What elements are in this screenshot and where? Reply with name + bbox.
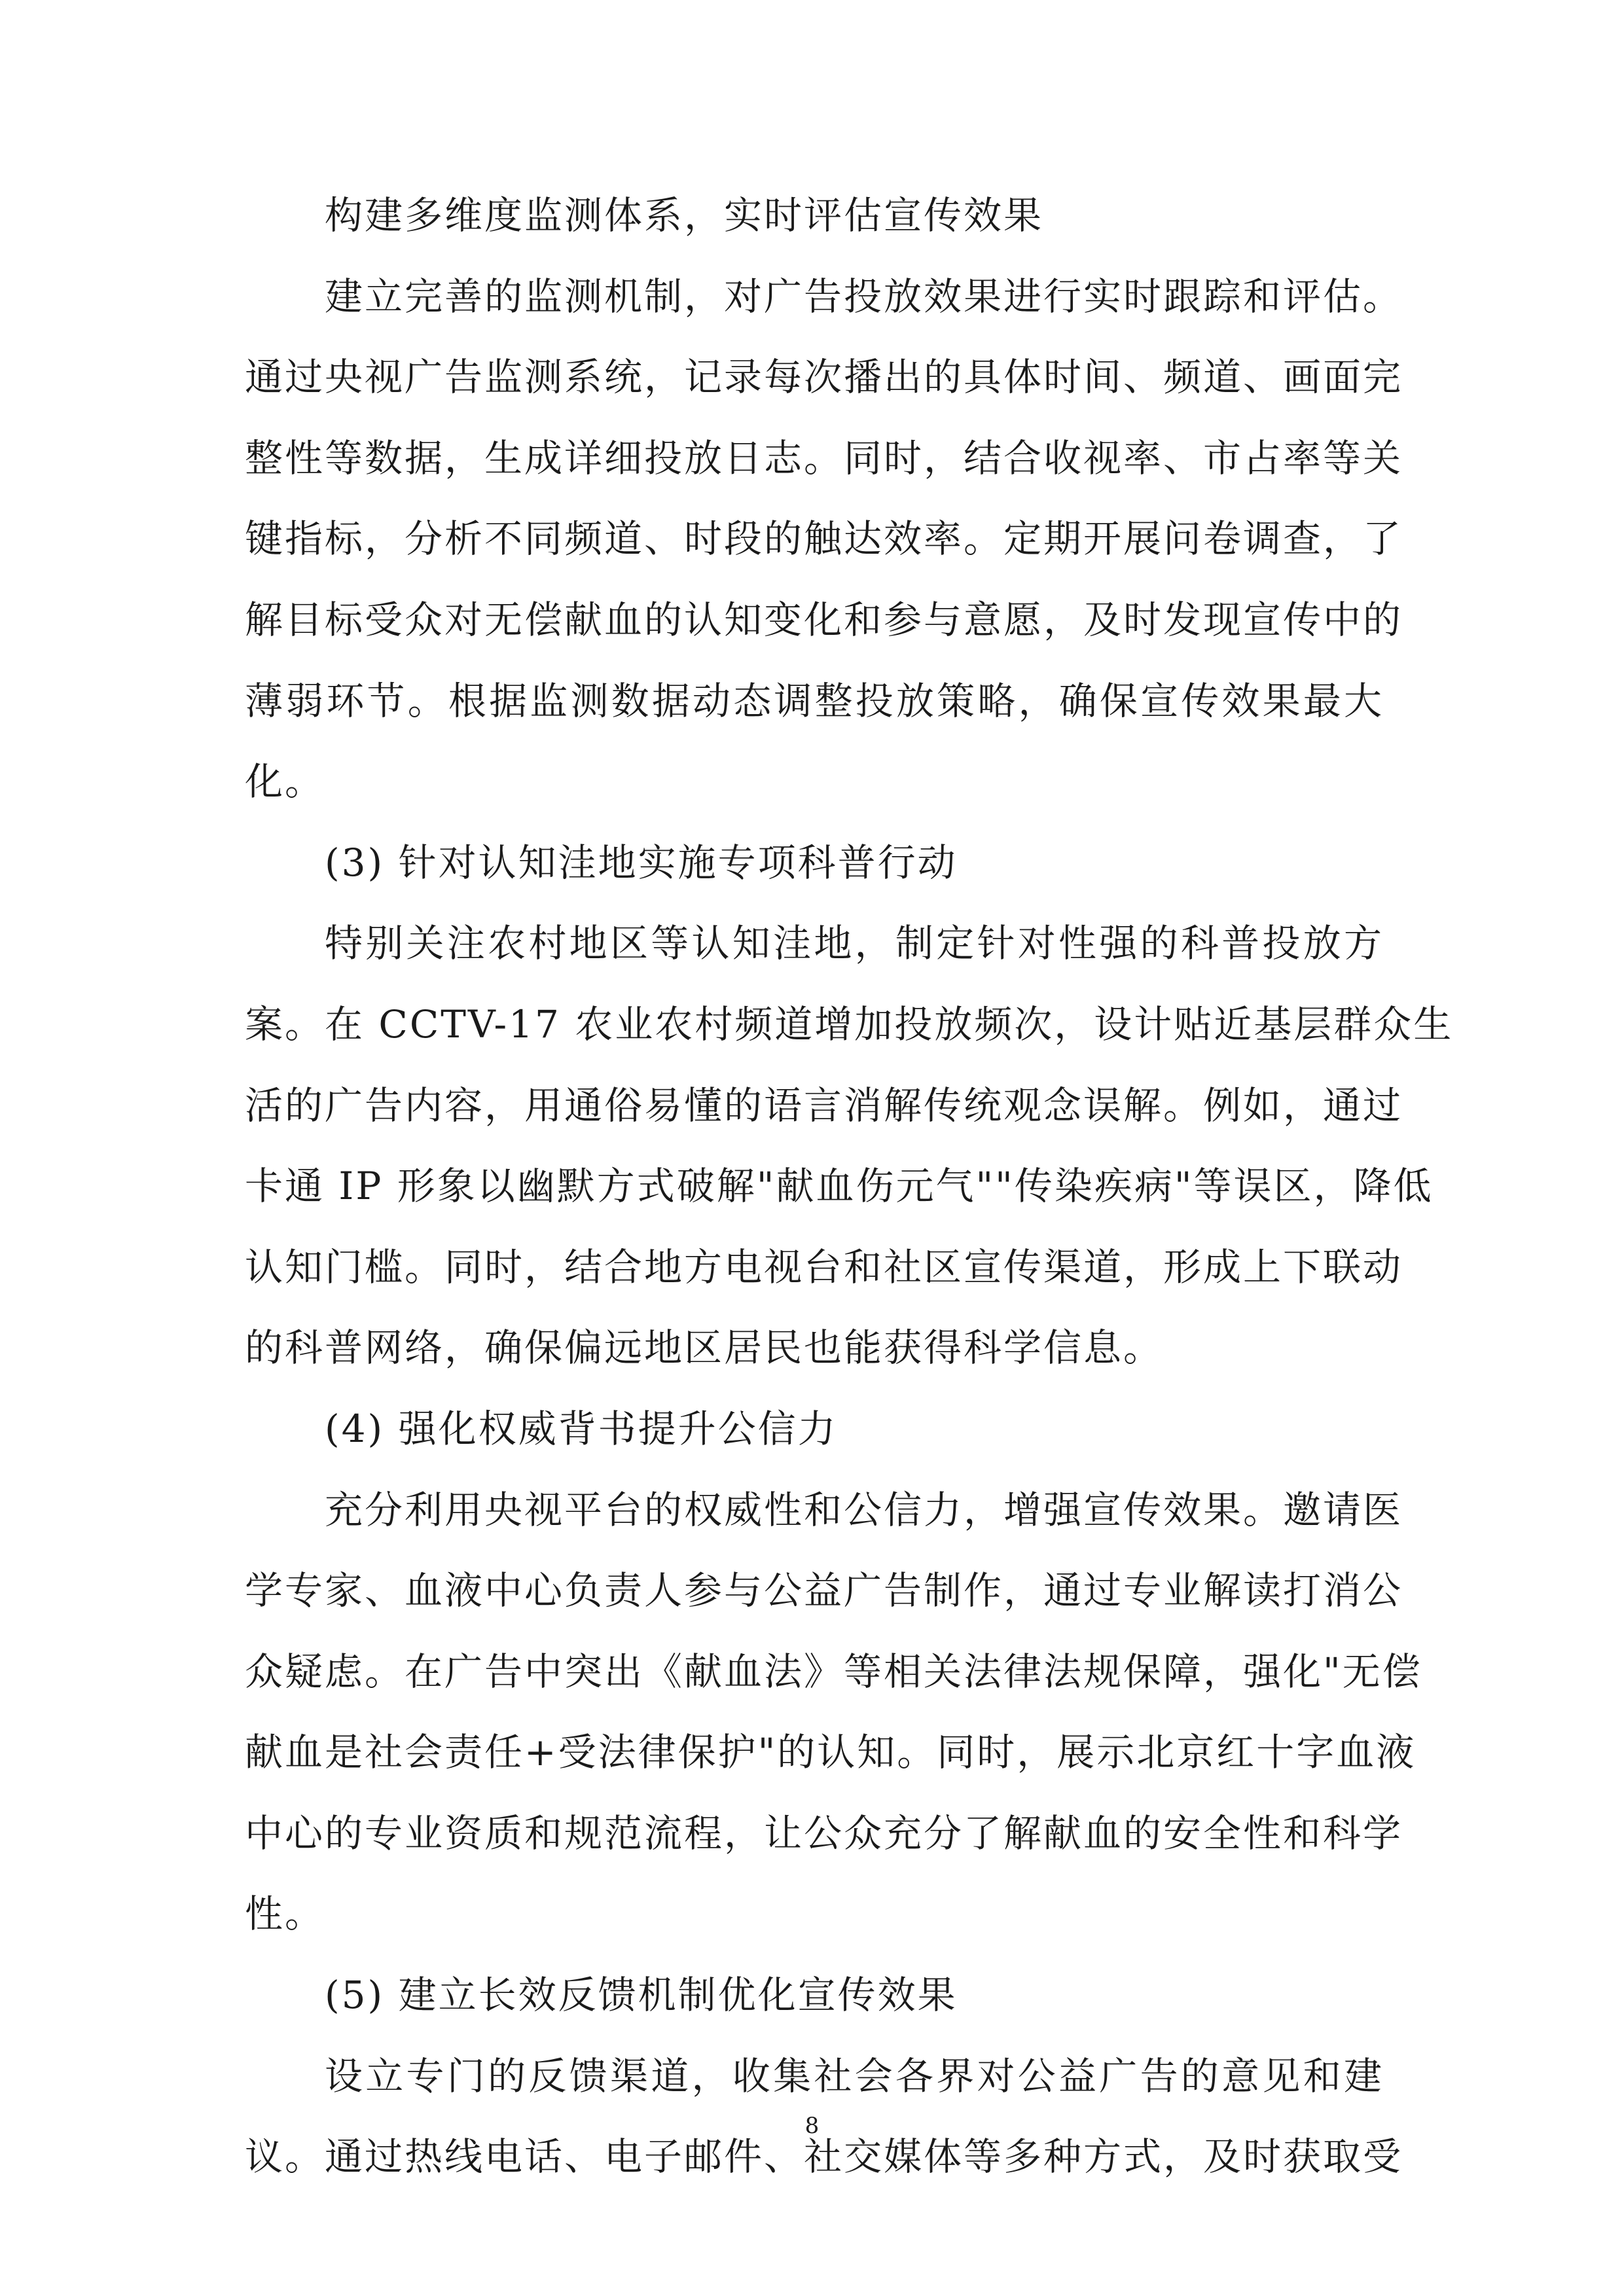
text-line: 议。通过热线电话、电子邮件、社交媒体等多种方式，及时获取受 [245, 2134, 1403, 2179]
text-line: 建立完善的监测机制，对广告投放效果进行实时跟踪和评估。 [325, 274, 1403, 319]
text-line: (4) 强化权威背书提升公信力 [325, 1406, 838, 1451]
text-line: 卡通 IP 形象以幽默方式破解"献血伤元气""传染疾病"等误区，降低 [245, 1164, 1434, 1209]
text-line: 通过央视广告监测系统，记录每次播出的具体时间、频道、画面完 [245, 355, 1403, 400]
text-line: 案。在 CCTV-17 农业农村频道增加投放频次，设计贴近基层群众生 [245, 1001, 1454, 1047]
text-line: (5) 建立长效反馈机制优化宣传效果 [325, 1973, 958, 2018]
text-line: 化。 [245, 759, 325, 804]
text-line: 键指标，分析不同频道、时段的触达效率。定期开展问卷调查，了 [245, 516, 1403, 562]
text-line: 设立专门的反馈渠道，收集社会各界对公益广告的意见和建 [325, 2053, 1384, 2098]
text-line: 献血是社会责任+受法律保护"的认知。同时，展示北京红十字血液 [245, 1730, 1416, 1775]
text-line: 活的广告内容，用通俗易懂的语言消解传统观念误解。例如，通过 [245, 1083, 1403, 1128]
text-line: 学专家、血液中心负责人参与公益广告制作，通过专业解读打消公 [245, 1568, 1403, 1613]
text-line: 充分利用央视平台的权威性和公信力，增强宣传效果。邀请医 [325, 1487, 1403, 1532]
page-number: 8 [804, 2113, 820, 2139]
text-line: 构建多维度监测体系，实时评估宣传效果 [325, 193, 1044, 238]
text-line: 特别关注农村地区等认知洼地，制定针对性强的科普投放方 [325, 921, 1384, 966]
body-text [245, 175, 1454, 2198]
text-line: 薄弱环节。根据监测数据动态调整投放策略，确保宣传效果最大 [245, 678, 1384, 723]
text-line: 认知门槛。同时，结合地方电视台和社区宣传渠道，形成上下联动 [245, 1244, 1403, 1289]
text-line: 的科普网络，确保偏远地区居民也能获得科学信息。 [245, 1325, 1164, 1371]
text-line: 性。 [245, 1892, 325, 1937]
text-line: 解目标受众对无偿献血的认知变化和参与意愿，及时发现宣传中的 [245, 597, 1403, 642]
text-line: 中心的专业资质和规范流程，让公众充分了解献血的安全性和科学 [245, 1810, 1403, 1856]
text-line: (3) 针对认知洼地实施专项科普行动 [325, 840, 958, 885]
text-line: 整性等数据，生成详细投放日志。同时，结合收视率、市占率等关 [245, 435, 1403, 480]
text-line: 众疑虑。在广告中突出《献血法》等相关法律法规保障，强化"无偿 [245, 1649, 1422, 1694]
